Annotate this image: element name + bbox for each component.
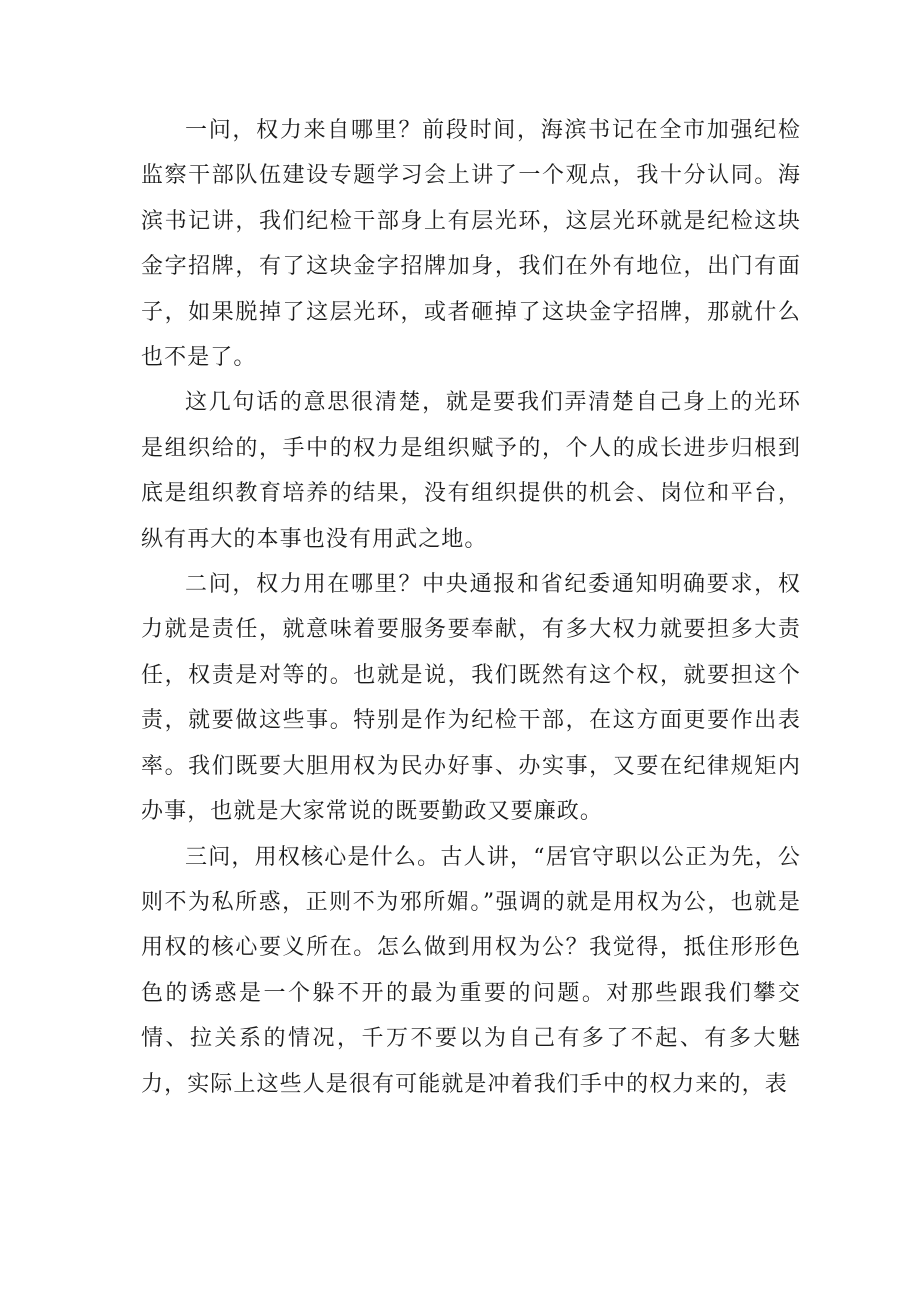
- document-body: [141, 108, 801, 1107]
- paragraph-question-one: 一问，权力来自哪里？前段时间，海滨书记在全市加强纪检监察干部队伍建设专题学习会上讲了一个观点，我十分认同。海滨书记讲，我们纪检干部身上有层光环，这层光环就是纪检这块金字招牌，有了这块金字招牌加身，我们在外有地位，出门有面子，如果脱掉了这层光环，或者砸掉了这块金字招牌，那就什么也不是了。: [141, 118, 801, 371]
- paragraph-question-two: 二问，权力用在哪里？中央通报和省纪委通知明确要求，权力就是责任，就意味着要服务要奉献，有多大权力就要担多大责任，权责是对等的。也就是说，我们既然有这个权，就要担这个责，就要做这些事。特别是作为纪检干部，在这方面更要作出表率。我们既要大胆用权为民办好事、办实事，又要在纪律规矩内办事，也就是大家常说的既要勤政又要廉政。: [141, 572, 801, 825]
- paragraph-explanation: 这几句话的意思很清楚，就是要我们弄清楚自己身上的光环是组织给的，手中的权力是组织赋予的，个人的成长进步归根到底是组织教育培养的结果，没有组织提供的机会、岗位和平台，纵有再大的本事也没有用武之地。: [141, 390, 801, 552]
- paragraph-question-three: 三问，用权核心是什么。古人讲，“居官守职以公正为先，公则不为私所惑，正则不为邪所媚。”强调的就是用权为公，也就是用权的核心要义所在。怎么做到用权为公？我觉得，抵住形形色色的诱惑是一个躲不开的最为重要的问题。对那些跟我们攀交情、拉关系的情况，千万不要以为自己有多了不起、有多大魅力，实际上这些人是很有可能就是冲着我们手中的权力来的，表: [141, 844, 801, 1097]
